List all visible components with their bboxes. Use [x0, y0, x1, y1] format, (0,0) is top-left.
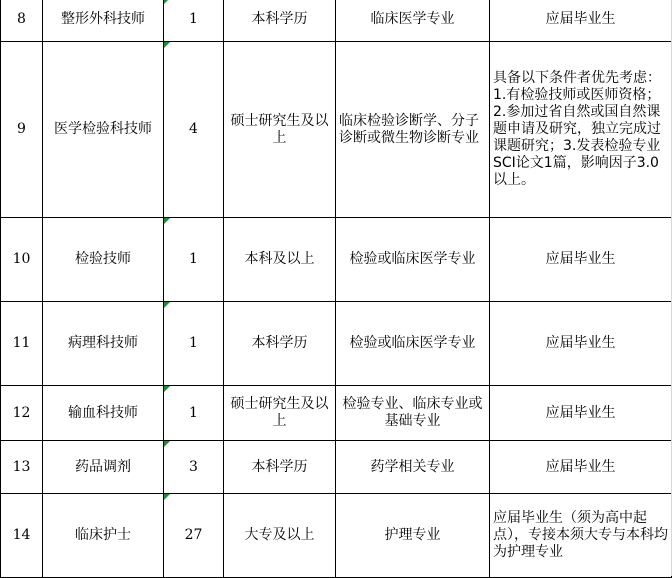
table-row [1, 386, 672, 441]
count-value: 1 [189, 335, 198, 351]
count-value: 3 [189, 458, 198, 475]
major-cell[interactable]: 护理专业 [336, 494, 490, 578]
position-cell[interactable]: 病理科技师 [43, 302, 164, 386]
row-number[interactable]: 13 [1, 441, 43, 494]
row-number[interactable]: 8 [1, 0, 43, 42]
requirement-cell[interactable]: 应届毕业生 [490, 441, 672, 494]
position-cell[interactable]: 医学检验科技师 [43, 42, 164, 218]
education-cell[interactable]: 硕士研究生及以上 [224, 386, 336, 441]
count-value: 1 [189, 251, 198, 267]
position-cell[interactable]: 输血科技师 [43, 386, 164, 441]
position-cell[interactable]: 药品调剂 [43, 441, 164, 494]
count-cell[interactable] [164, 0, 224, 42]
row-number[interactable]: 11 [1, 302, 43, 386]
count-cell[interactable] [164, 218, 224, 302]
count-value: 1 [189, 404, 198, 421]
education-cell[interactable]: 本科学历 [224, 302, 336, 386]
table-row [1, 494, 672, 578]
requirement-cell[interactable]: 应届毕业生 [490, 302, 672, 386]
text-number-marker-icon [164, 386, 170, 392]
requirement-cell[interactable]: 应届毕业生 [490, 218, 672, 302]
requirement-cell[interactable]: 应届毕业生（须为高中起点），专接本须大专与本科均为护理专业 [490, 494, 672, 578]
table-row [1, 441, 672, 494]
education-cell[interactable]: 硕士研究生及以上 [224, 42, 336, 218]
text-number-marker-icon [164, 302, 170, 308]
education-cell[interactable]: 大专及以上 [224, 494, 336, 578]
education-cell[interactable]: 本科学历 [224, 0, 336, 42]
text-number-marker-icon [164, 494, 170, 500]
requirement-cell[interactable]: 应届毕业生 [490, 386, 672, 441]
text-number-marker-icon [164, 42, 170, 48]
row-number[interactable]: 14 [1, 494, 43, 578]
row-number[interactable]: 10 [1, 218, 43, 302]
major-cell[interactable]: 检验或临床医学专业 [336, 302, 490, 386]
count-cell[interactable] [164, 386, 224, 441]
major-cell[interactable]: 药学相关专业 [336, 441, 490, 494]
table-row [1, 218, 672, 302]
table-row [1, 0, 672, 42]
major-cell[interactable]: 检验专业、临床专业或基础专业 [336, 386, 490, 441]
count-cell[interactable] [164, 42, 224, 218]
table-row [1, 42, 672, 218]
requirement-cell[interactable]: 具备以下条件者优先考虑：1.有检验技师或医师资格；2.参加过省自然或国自然课题申请及研究，独立完成过课题研究；3.发表检验专业SCI论文1篇，影响因子3.0以上。 [490, 42, 672, 218]
count-cell[interactable] [164, 441, 224, 494]
education-cell[interactable]: 本科学历 [224, 441, 336, 494]
major-cell[interactable]: 临床医学专业 [336, 0, 490, 42]
requirement-cell[interactable]: 应届毕业生 [490, 0, 672, 42]
count-value: 27 [184, 527, 203, 543]
count-value: 4 [189, 121, 198, 137]
count-cell[interactable] [164, 302, 224, 386]
major-cell[interactable]: 检验或临床医学专业 [336, 218, 490, 302]
major-cell[interactable]: 临床检验诊断学、分子诊断或微生物诊断专业 [336, 42, 490, 218]
position-cell[interactable]: 整形外科技师 [43, 0, 164, 42]
row-number[interactable]: 12 [1, 386, 43, 441]
text-number-marker-icon [164, 218, 170, 224]
count-cell[interactable] [164, 494, 224, 578]
count-value: 1 [189, 11, 198, 27]
text-number-marker-icon [164, 0, 170, 4]
position-cell[interactable]: 临床护士 [43, 494, 164, 578]
text-number-marker-icon [164, 441, 170, 447]
position-cell[interactable]: 检验技师 [43, 218, 164, 302]
table-row [1, 302, 672, 386]
row-number[interactable]: 9 [1, 42, 43, 218]
education-cell[interactable]: 本科及以上 [224, 218, 336, 302]
